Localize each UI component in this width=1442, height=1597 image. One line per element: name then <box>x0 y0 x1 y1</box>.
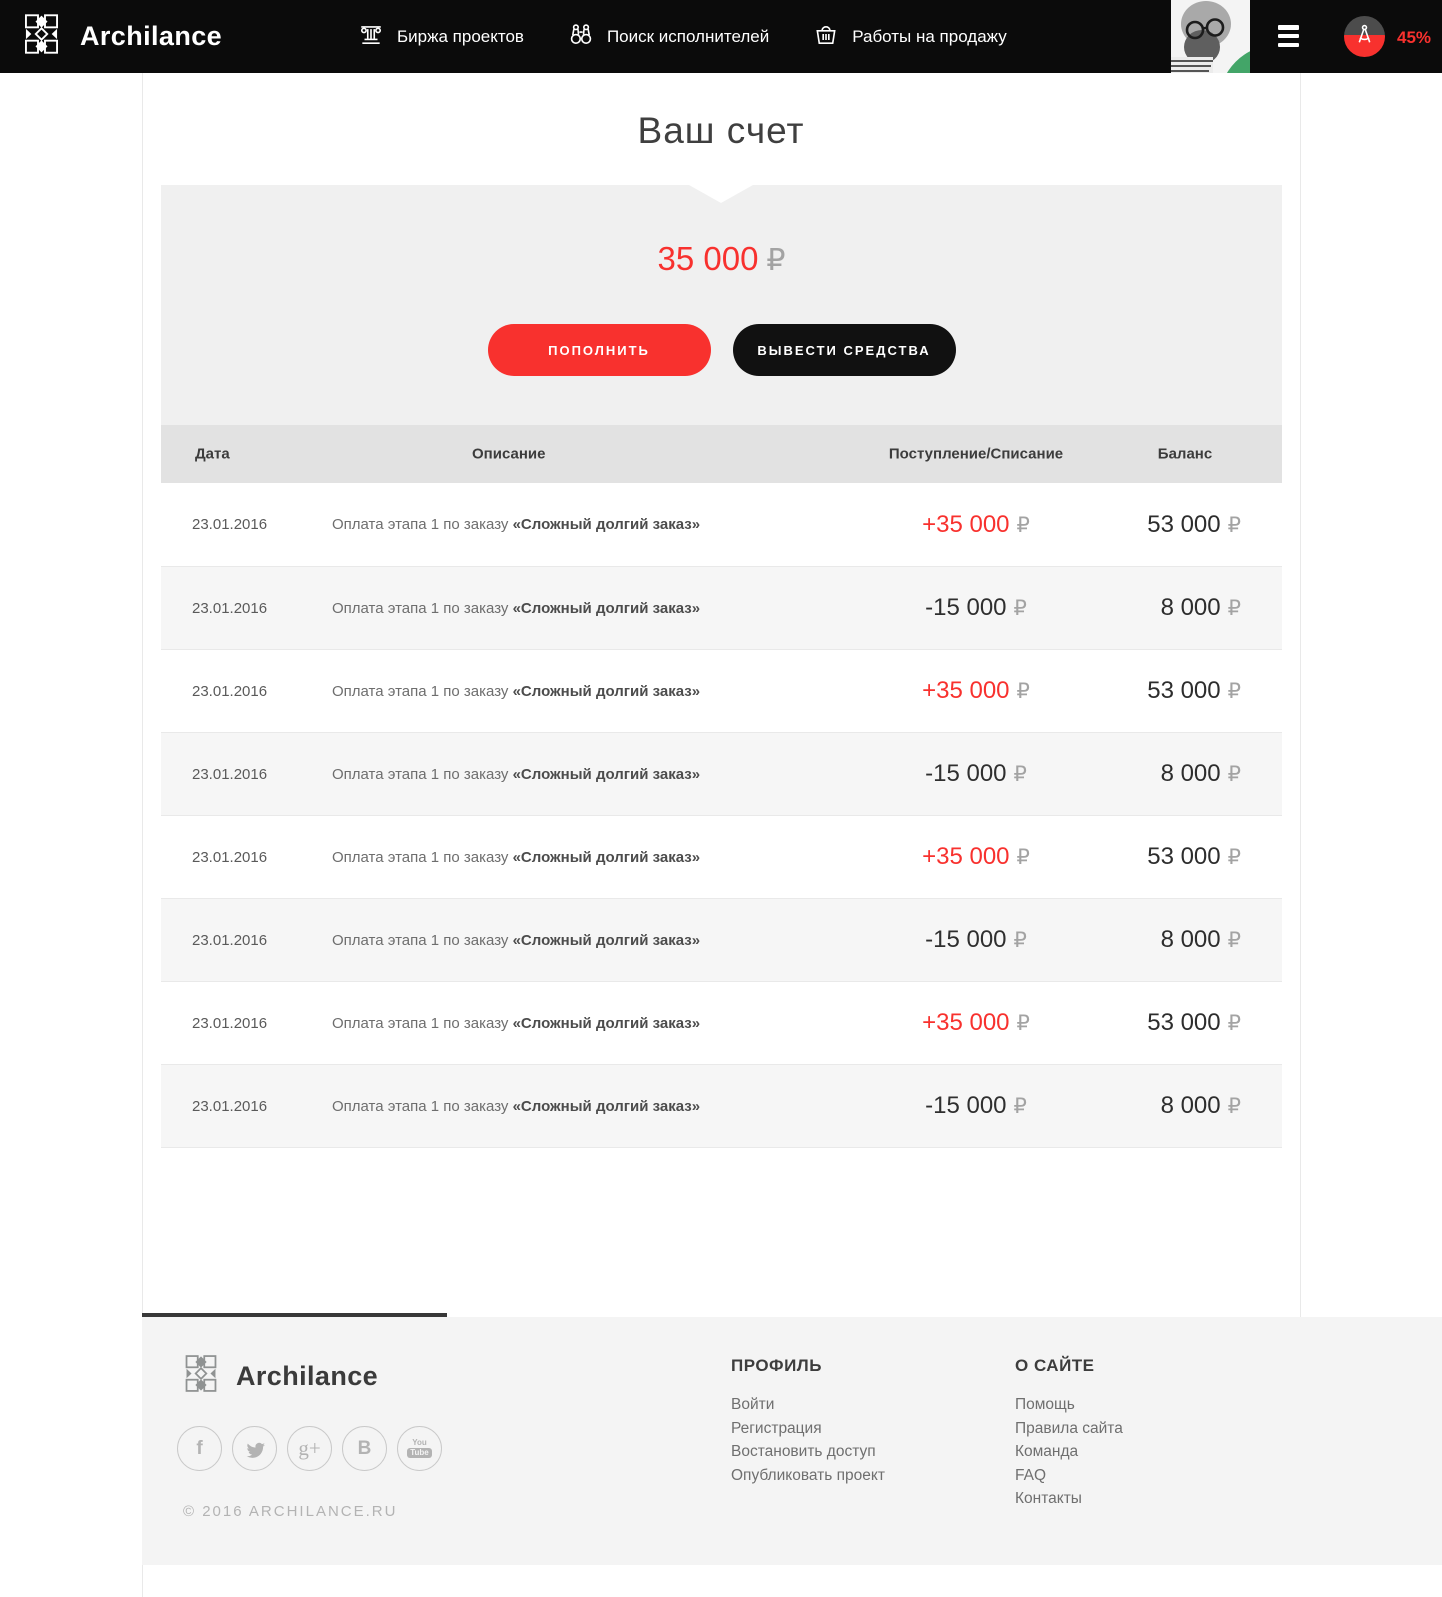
table-row <box>161 981 1282 1064</box>
nav-item-works-for-sale[interactable] <box>813 21 1007 52</box>
cell-date: 23.01.2016 <box>192 765 268 783</box>
table-row <box>161 898 1282 981</box>
description-text: Оплата этапа 1 по заказу <box>332 1014 513 1032</box>
behance-icon[interactable]: B <box>342 1426 387 1471</box>
cell-date: 23.01.2016 <box>192 599 268 617</box>
nav-label: Биржа проектов <box>397 26 524 46</box>
description-text: Оплата этапа 1 по заказу <box>332 848 513 866</box>
description-text: Оплата этапа 1 по заказу <box>332 1097 513 1115</box>
description-text: Оплата этапа 1 по заказу <box>332 682 513 700</box>
amount-value: +35 000 <box>922 510 1010 538</box>
archilance-logo-icon <box>25 13 58 60</box>
page-title: Ваш счет <box>637 110 805 151</box>
table-row <box>161 649 1282 732</box>
amount-value: +35 000 <box>922 1009 1010 1036</box>
cell-description <box>332 766 871 783</box>
drafting-compass-icon <box>1352 22 1377 52</box>
cell-balance <box>1147 677 1241 705</box>
footer-about-heading: О САЙТЕ <box>1015 1356 1095 1375</box>
footer-link-team[interactable]: Команда <box>1015 1443 1079 1460</box>
amount-value: -15 000 <box>925 594 1007 621</box>
main-nav <box>358 0 1007 73</box>
description-order-title: «Сложный долгий заказ» <box>512 516 701 533</box>
balance-value: 53 000 <box>1147 1009 1221 1036</box>
ruble-sign: ₽ <box>1013 929 1027 952</box>
ruble-sign: ₽ <box>1227 597 1241 620</box>
profile-progress-percent: 45% <box>1397 28 1432 47</box>
description-order-title: «Сложный долгий заказ» <box>512 599 701 617</box>
binoculars-icon <box>568 21 594 52</box>
cell-balance <box>1147 843 1241 871</box>
nav-label: Поиск исполнителей <box>606 26 770 46</box>
topup-button[interactable]: ПОПОЛНИТЬ <box>488 324 711 376</box>
youtube-icon[interactable]: You Tube <box>397 1426 442 1471</box>
table-row <box>161 732 1282 815</box>
copyright-text: © 2016 ARCHILANCE.RU <box>183 1503 398 1520</box>
balance-section <box>161 185 1282 425</box>
cell-balance <box>1161 926 1241 954</box>
google-plus-icon[interactable]: g+ <box>287 1426 332 1471</box>
cell-amount <box>922 843 1030 871</box>
footer-link-register[interactable]: Регистрация <box>731 1419 822 1437</box>
nav-label: Работы на продажу <box>852 26 1007 46</box>
ruble-sign: ₽ <box>1227 1095 1241 1118</box>
description-order-title: «Сложный долгий заказ» <box>512 765 701 783</box>
cell-balance <box>1161 594 1241 622</box>
column-header-amount: Поступление/Списание <box>888 445 1064 463</box>
footer-link-publish-project[interactable]: Опубликовать проект <box>731 1466 885 1484</box>
balance-value: 53 000 <box>1147 843 1221 870</box>
description-order-title: «Сложный долгий заказ» <box>512 682 701 700</box>
ruble-sign: ₽ <box>1227 680 1241 703</box>
cell-description <box>332 932 871 949</box>
ruble-sign: ₽ <box>1013 1095 1027 1118</box>
archilance-logo-icon <box>183 1354 219 1398</box>
footer-link-site-rules[interactable]: Правила сайта <box>1015 1419 1123 1437</box>
cell-date: 23.01.2016 <box>192 1097 268 1115</box>
balance-value: 53 000 <box>1147 677 1221 704</box>
table-row <box>161 815 1282 898</box>
cell-amount <box>925 594 1027 622</box>
table-row <box>161 483 1282 566</box>
column-header-date: Дата <box>195 445 230 463</box>
cell-date: 23.01.2016 <box>192 682 268 700</box>
column-header-balance: Баланс <box>1157 445 1213 463</box>
footer-profile-heading: ПРОФИЛЬ <box>731 1356 822 1375</box>
social-links <box>177 1426 442 1471</box>
amount-value: -15 000 <box>925 1092 1007 1119</box>
footer-brand-link[interactable] <box>183 1354 378 1398</box>
cell-date: 23.01.2016 <box>192 848 268 866</box>
cell-amount <box>922 1009 1030 1037</box>
ruble-sign: ₽ <box>1227 763 1241 786</box>
footer-brand-name: Archilance <box>236 1360 379 1391</box>
ruble-sign: ₽ <box>1227 929 1241 952</box>
description-text: Оплата этапа 1 по заказу <box>332 765 513 783</box>
footer <box>142 1317 1442 1565</box>
footer-link-contacts[interactable]: Контакты <box>1015 1490 1082 1507</box>
footer-link-help[interactable]: Помощь <box>1015 1396 1075 1413</box>
cell-description <box>332 600 871 617</box>
ruble-sign: ₽ <box>1227 513 1241 537</box>
footer-link-restore-access[interactable]: Востановить доступ <box>731 1443 876 1460</box>
description-order-title: «Сложный долгий заказ» <box>512 931 701 949</box>
twitter-icon[interactable] <box>232 1426 277 1471</box>
balance-value: 8 000 <box>1160 594 1221 621</box>
menu-hamburger-button[interactable] <box>1278 25 1299 47</box>
facebook-icon[interactable]: f <box>177 1426 222 1471</box>
cell-amount <box>925 1092 1027 1120</box>
cell-amount <box>922 677 1030 705</box>
ruble-sign: ₽ <box>1016 846 1030 869</box>
balance-value: 8 000 <box>1160 926 1221 953</box>
balance-value: 8 000 <box>1160 1092 1221 1119</box>
column-header-description: Описание <box>472 445 546 463</box>
balance-value: 8 000 <box>1160 760 1221 787</box>
ruble-sign: ₽ <box>766 244 786 277</box>
cell-balance <box>1147 511 1241 539</box>
description-order-title: «Сложный долгий заказ» <box>512 1097 701 1115</box>
cell-date: 23.01.2016 <box>192 516 268 533</box>
description-text: Оплата этапа 1 по заказу <box>332 516 513 533</box>
ruble-sign: ₽ <box>1013 763 1027 786</box>
table-row <box>161 566 1282 649</box>
description-text: Оплата этапа 1 по заказу <box>332 599 513 617</box>
basket-icon <box>813 21 839 52</box>
top-navbar <box>0 0 1442 73</box>
bank-icon <box>358 21 384 52</box>
table-row <box>161 1064 1282 1147</box>
nav-item-find-performers[interactable] <box>568 21 769 52</box>
profile-progress-badge[interactable] <box>1344 16 1385 57</box>
description-order-title: «Сложный долгий заказ» <box>512 848 701 866</box>
cell-balance <box>1161 1092 1241 1120</box>
table-body <box>161 483 1282 1148</box>
amount-value: -15 000 <box>925 760 1007 787</box>
user-avatar[interactable] <box>1171 0 1250 73</box>
description-text: Оплата этапа 1 по заказу <box>332 931 513 949</box>
cell-description <box>332 1015 871 1032</box>
cell-description <box>332 849 871 866</box>
ruble-sign: ₽ <box>1016 680 1030 703</box>
balance-value: 53 000 <box>1147 510 1221 538</box>
description-order-title: «Сложный долгий заказ» <box>512 1014 701 1032</box>
ruble-sign: ₽ <box>1013 597 1027 620</box>
cell-date: 23.01.2016 <box>192 1014 268 1032</box>
ruble-sign: ₽ <box>1227 846 1241 869</box>
cell-amount <box>925 926 1027 954</box>
cell-balance <box>1161 760 1241 788</box>
footer-profile-column <box>731 1356 885 1487</box>
amount-value: +35 000 <box>922 843 1010 870</box>
amount-value: +35 000 <box>922 677 1010 704</box>
footer-about-column <box>1015 1356 1123 1511</box>
cell-amount <box>922 511 1030 539</box>
nav-item-projects-exchange[interactable] <box>358 21 524 52</box>
panel-notch <box>689 185 753 203</box>
ruble-sign: ₽ <box>1227 1012 1241 1035</box>
cell-date: 23.01.2016 <box>192 931 268 949</box>
table-header <box>161 425 1282 483</box>
ruble-sign: ₽ <box>1016 513 1030 537</box>
brand-name: Archilance <box>80 21 223 51</box>
footer-link-login[interactable]: Войти <box>731 1396 775 1413</box>
balance-amount: 35 000 <box>657 240 759 277</box>
cell-description <box>332 683 871 700</box>
brand-home-link[interactable] <box>25 0 222 73</box>
balance-actions <box>161 324 1282 376</box>
footer-link-faq[interactable]: FAQ <box>1015 1466 1047 1484</box>
account-panel <box>161 185 1282 1148</box>
cell-amount <box>925 760 1027 788</box>
cell-description <box>332 1098 871 1115</box>
content-right-border <box>1300 73 1301 1317</box>
cell-balance <box>1147 1009 1241 1037</box>
ruble-sign: ₽ <box>1016 1012 1030 1035</box>
amount-value: -15 000 <box>925 926 1007 953</box>
withdraw-button[interactable]: ВЫВЕСТИ СРЕДСТВА <box>733 324 956 376</box>
cell-description <box>332 516 871 533</box>
